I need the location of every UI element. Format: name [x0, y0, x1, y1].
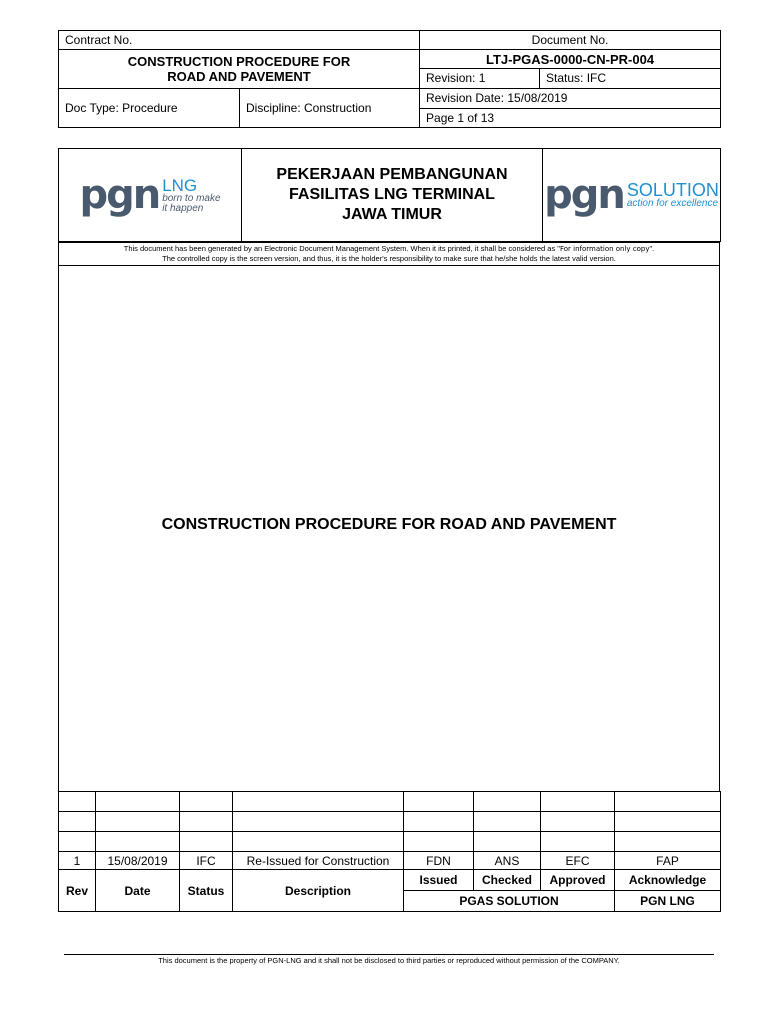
rev-cell: 1 [59, 852, 96, 870]
property-notice: This document is the property of PGN-LNG and it shall not be disclosed to third parties or reproduced without permission of the COMPANY. [158, 956, 620, 965]
notice-emphasis: For information only copy [559, 245, 650, 253]
page-number-field: Page 1 of 13 [420, 108, 721, 127]
lng-brand-text: LNG [162, 175, 198, 195]
project-title-line3: JAWA TIMUR [342, 206, 442, 223]
notice-line1-end: ". [649, 244, 655, 253]
discipline-field: Discipline: Construction [240, 88, 420, 127]
date-header: Date [96, 870, 180, 912]
lng-tagline-2: it happen [162, 202, 204, 214]
document-title [59, 50, 420, 88]
revision-table [58, 791, 721, 912]
acknowledge-cell: FAP [615, 852, 721, 870]
solution-tagline: action for excellence [626, 198, 719, 209]
cover-body [58, 266, 720, 791]
cover-title: CONSTRUCTION PROCEDURE FOR ROAD AND PAVEMENT [161, 516, 617, 533]
empty-revision-row [59, 832, 721, 852]
doc-type-field: Doc Type: Procedure [59, 88, 240, 127]
document-header [58, 30, 721, 128]
acknowledge-header: Acknowledge [615, 870, 721, 891]
document-title-line1: CONSTRUCTION PROCEDURE FOR [127, 53, 351, 69]
project-title-line2: FASILITAS LNG TERMINAL [289, 186, 495, 203]
checked-header: Checked [474, 870, 541, 891]
solution-brand-text: SOLUTION [626, 180, 719, 200]
project-title-line1: PEKERJAAN PEMBANGUNAN [276, 166, 508, 183]
document-title-line2: ROAD AND PAVEMENT [167, 68, 311, 84]
document-no-label: Document No. [420, 31, 721, 50]
description-header: Description [233, 870, 404, 912]
status-field: Status: IFC [540, 69, 721, 88]
empty-revision-row [59, 792, 721, 812]
pgn-solution-logo [543, 149, 721, 242]
empty-revision-row [59, 812, 721, 832]
notice-line1 [59, 244, 719, 254]
revision-date-field: Revision Date: 15/08/2019 [420, 88, 721, 108]
pgas-solution-label: PGAS SOLUTION [404, 891, 615, 912]
checked-cell: ANS [474, 852, 541, 870]
project-banner [58, 148, 721, 242]
date-cell: 15/08/2019 [96, 852, 180, 870]
footer-divider [64, 954, 714, 955]
pgn-wordmark: pgn [79, 172, 160, 218]
revision-row [59, 852, 721, 870]
approved-cell: EFC [541, 852, 615, 870]
approved-header: Approved [541, 870, 615, 891]
pgn-lng-label: PGN LNG [615, 891, 721, 912]
edms-notice [58, 242, 720, 266]
status-cell: IFC [180, 852, 233, 870]
description-cell: Re-Issued for Construction [233, 852, 404, 870]
project-title [242, 149, 543, 242]
lng-tagline-1: born to make [162, 192, 221, 204]
pgn-wordmark-2: pgn [544, 172, 624, 218]
pgn-lng-logo [59, 149, 242, 242]
status-header: Status [180, 870, 233, 912]
revision-field: Revision: 1 [420, 69, 540, 88]
issued-header: Issued [404, 870, 474, 891]
rev-header: Rev [59, 870, 96, 912]
notice-line1-text: This document has been generated by an Electronic Document Management System. When it its printed, it shall be considered as " [123, 244, 560, 253]
document-number: LTJ-PGAS-0000-CN-PR-004 [420, 50, 721, 69]
notice-line2: The controlled copy is the screen version, and thus, it is the holder's responsibility to make sure that he/she holds the latest valid version. [162, 254, 616, 263]
contract-no-label: Contract No. [59, 31, 420, 50]
issued-cell: FDN [404, 852, 474, 870]
